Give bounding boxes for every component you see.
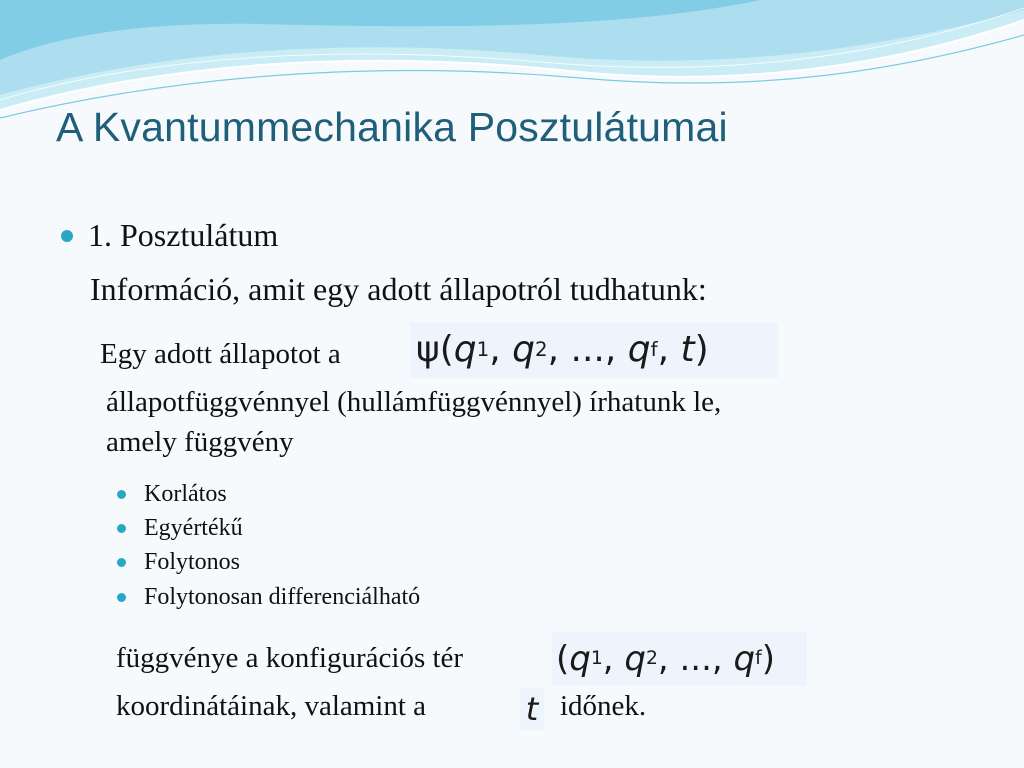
intro-line: Információ, amit egy adott állapotról tudhatunk: bbox=[90, 271, 707, 307]
property-item: Folytonosan differenciálható bbox=[144, 584, 421, 610]
bullet-dot-icon bbox=[117, 490, 126, 499]
bullet-dot-icon bbox=[117, 558, 126, 567]
bullet-dot-icon bbox=[117, 593, 126, 602]
psi-formula: ψ ( q 1 , q 2 , ... , q f , t ) bbox=[410, 322, 778, 378]
property-item: Korlátos bbox=[144, 481, 227, 507]
property-item: Folytonos bbox=[144, 549, 241, 575]
psi-symbol: ψ bbox=[416, 329, 440, 370]
config-line: függvénye a konfigurációs tér bbox=[116, 642, 464, 674]
time-symbol: t bbox=[520, 688, 544, 730]
description-line-1: állapotfüggvénnyel (hullámfüggvénnyel) írhatunk le, bbox=[106, 386, 722, 418]
description-line-2: amely függvény bbox=[106, 426, 294, 458]
state-line: Egy adott állapotot a bbox=[100, 338, 341, 370]
postulate-heading: 1. Posztulátum bbox=[88, 217, 279, 253]
bullet-dot-icon bbox=[61, 230, 73, 242]
config-formula: ( q 1 , q 2 , ... , q f ) bbox=[552, 632, 807, 686]
slide-title: A Kvantummechanika Posztulátumai bbox=[56, 104, 728, 150]
coord-line: koordinátáinak, valamint a bbox=[116, 690, 427, 722]
bullet-dot-icon bbox=[117, 524, 126, 533]
time-suffix: időnek. bbox=[560, 690, 647, 722]
property-item: Egyértékű bbox=[144, 515, 243, 541]
